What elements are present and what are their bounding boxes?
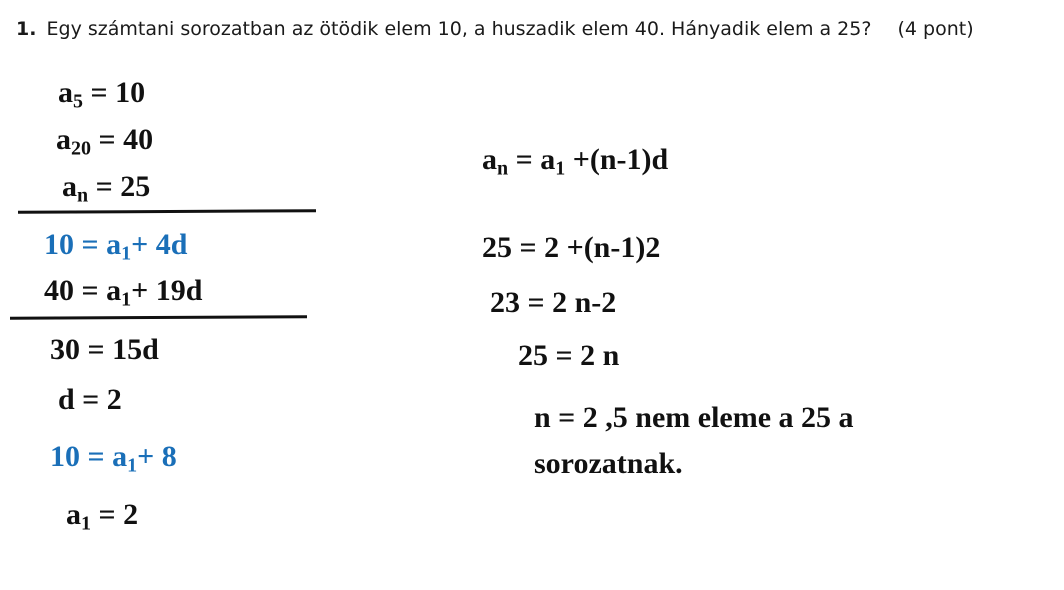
given-a20: $a_{20} = 40$	[56, 123, 154, 160]
question-line	[16, 18, 974, 40]
result-d: d = 2	[58, 383, 122, 416]
system-eq-2: $40 = a_1+ 19d$	[44, 274, 203, 311]
divider-line-1	[18, 209, 316, 214]
given-a5: $a_5 = 10$	[58, 76, 146, 113]
conclusion-line-1: n = 2 ,5 nem eleme a 25 a	[534, 401, 854, 434]
question-points: (4 pont)	[897, 18, 974, 40]
result-a1: $a_1 = 2$	[66, 498, 139, 535]
system-eq-1: $10 = a_1+ 4d$	[44, 228, 188, 265]
divider-line-2	[10, 315, 307, 320]
question-number: 1.	[16, 18, 37, 40]
result-30-15d: 30 = 15d	[50, 333, 159, 366]
substitution-eq: $10 = a_1+ 8$	[50, 440, 177, 477]
step-3: 25 = 2 n	[518, 339, 620, 372]
step-1: 25 = 2 +(n-1)2	[482, 231, 661, 264]
given-an: $a_n = 25$	[62, 170, 151, 207]
general-formula: $a_n = a_1 +(n-1)d$	[482, 143, 669, 180]
step-2: 23 = 2 n-2	[490, 286, 617, 319]
conclusion-line-2: sorozatnak.	[534, 447, 683, 480]
question-text: Egy számtani sorozatban az ötödik elem 10, a huszadik elem 40. Hányadik elem a 25?	[46, 18, 872, 40]
